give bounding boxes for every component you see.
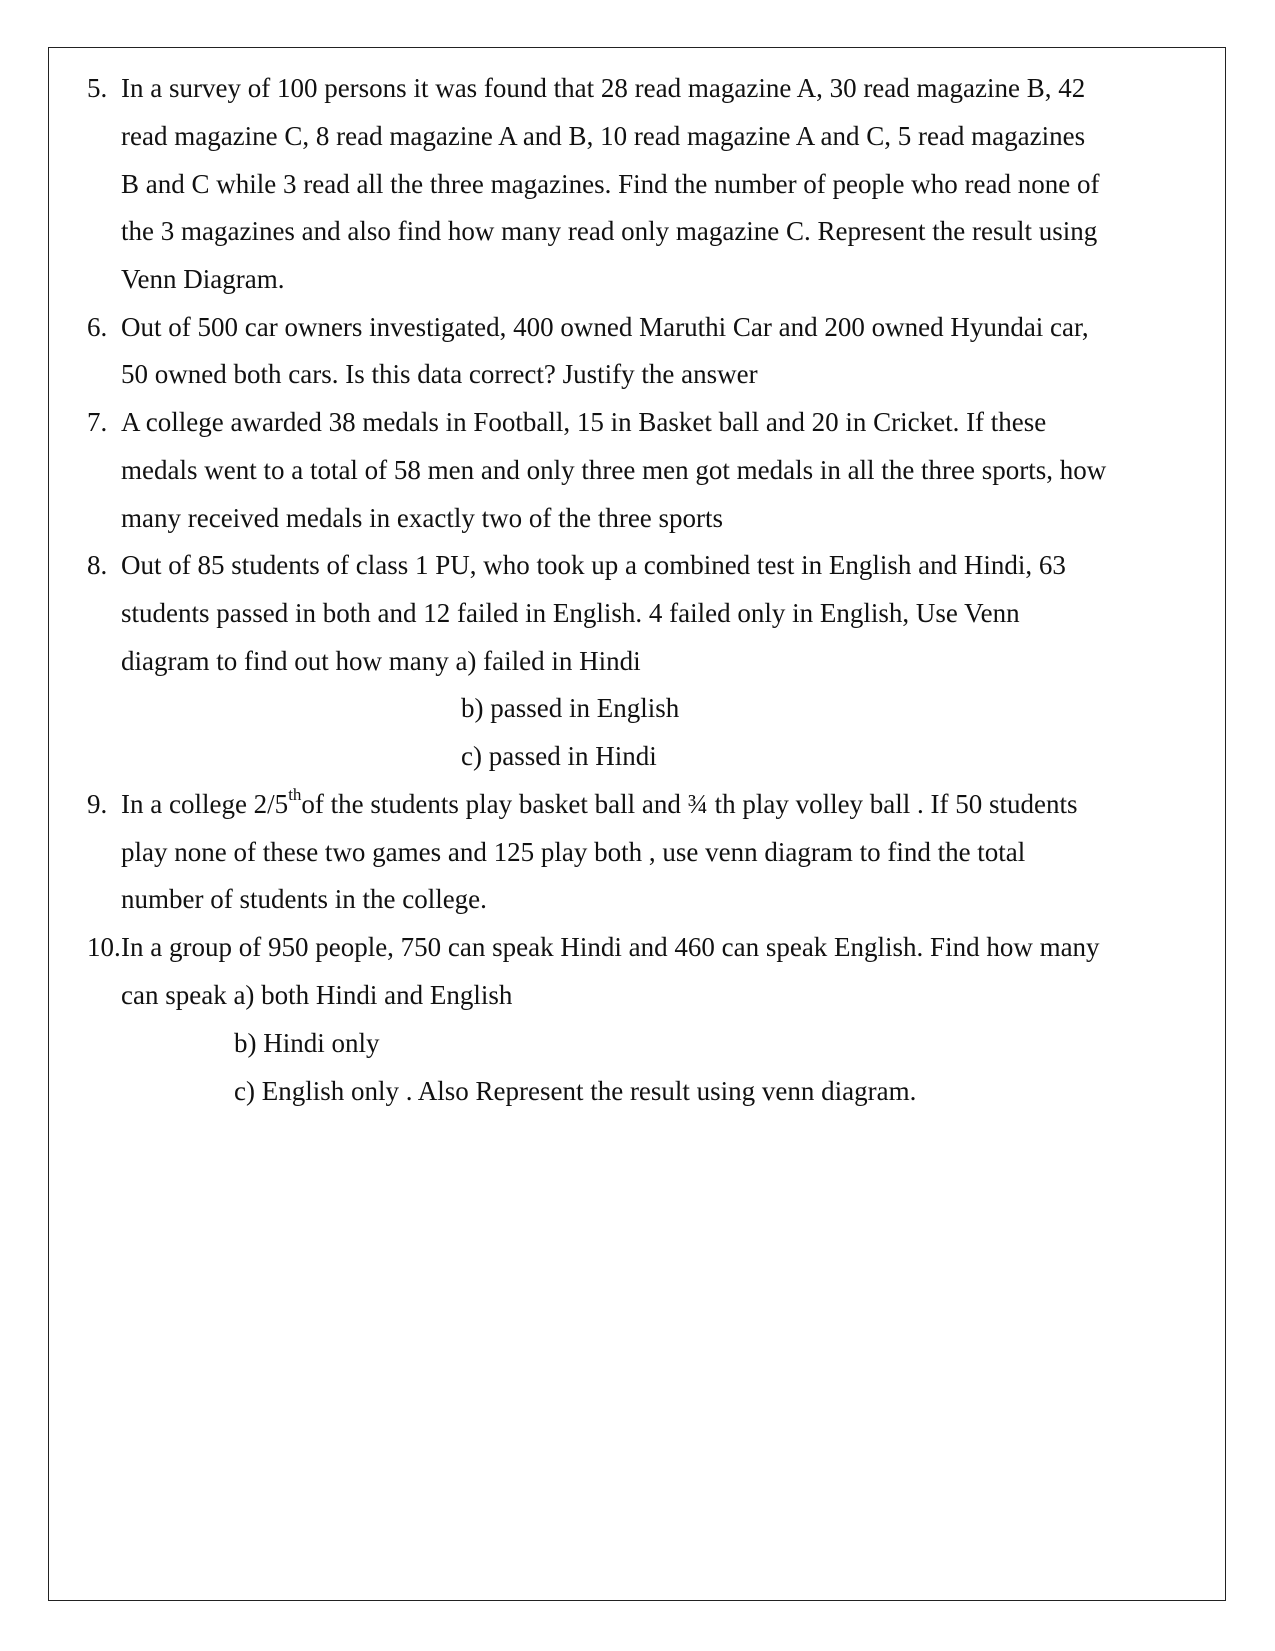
question-6-number: 6. [87, 312, 108, 342]
question-10-sub-b: b) Hindi only [234, 1028, 380, 1058]
question-5-line-5: Venn Diagram. [121, 264, 285, 294]
question-9-line-3: number of students in the college. [121, 884, 487, 914]
question-10-number: 10. [87, 932, 121, 962]
question-7-number: 7. [87, 407, 108, 437]
question-8-number: 8. [87, 550, 108, 580]
question-5-line-4: the 3 magazines and also find how many read only magazine C. Represent the result using [121, 216, 1098, 246]
question-8-sub-b: b) passed in English [461, 693, 680, 723]
question-5-line-1: In a survey of 100 persons it was found that 28 read magazine A, 30 read magazine B, 42 [121, 73, 1086, 103]
question-9-number: 9. [87, 789, 108, 819]
question-8-line-2: students passed in both and 12 failed in English. 4 failed only in English, Use Venn [121, 598, 1020, 628]
question-5-line-2: read magazine C, 8 read magazine A and B, 10 read magazine A and C, 5 read magazines [121, 121, 1086, 151]
question-10-line-2: can speak a) both Hindi and English [121, 980, 513, 1010]
question-5-line-3: B and C while 3 read all the three magazines. Find the number of people who read none of [121, 169, 1100, 199]
question-9-superscript: th [288, 785, 302, 804]
question-8-line-3: diagram to find out how many a) failed in Hindi [121, 646, 641, 676]
question-5-number: 5. [87, 73, 108, 103]
question-7-line-1: A college awarded 38 medals in Football, 15 in Basket ball and 20 in Cricket. If these [121, 407, 1047, 437]
question-8-sub-c: c) passed in Hindi [461, 741, 657, 771]
question-9-line-2: play none of these two games and 125 play both , use venn diagram to find the total [121, 837, 1026, 867]
question-7-line-2: medals went to a total of 58 men and only three men got medals in all the three sports, how [121, 455, 1107, 485]
question-9-line-1-rest: of the students play basket ball and ¾ th play volley ball . If 50 students [301, 789, 1078, 819]
question-9-fraction: In a college 2/5 [121, 789, 289, 819]
question-9-line-1 [121, 785, 1078, 820]
question-10-line-1: In a group of 950 people, 750 can speak Hindi and 460 can speak English. Find how many [121, 932, 1100, 962]
question-10-sub-c: c) English only . Also Represent the result using venn diagram. [234, 1076, 917, 1106]
question-6-line-1: Out of 500 car owners investigated, 400 owned Maruthi Car and 200 owned Hyundai car, [121, 312, 1089, 342]
question-6-line-2: 50 owned both cars. Is this data correct? Justify the answer [121, 359, 758, 389]
question-8-line-1: Out of 85 students of class 1 PU, who took up a combined test in English and Hindi, 63 [121, 550, 1066, 580]
question-7-line-3: many received medals in exactly two of the three sports [121, 503, 724, 533]
